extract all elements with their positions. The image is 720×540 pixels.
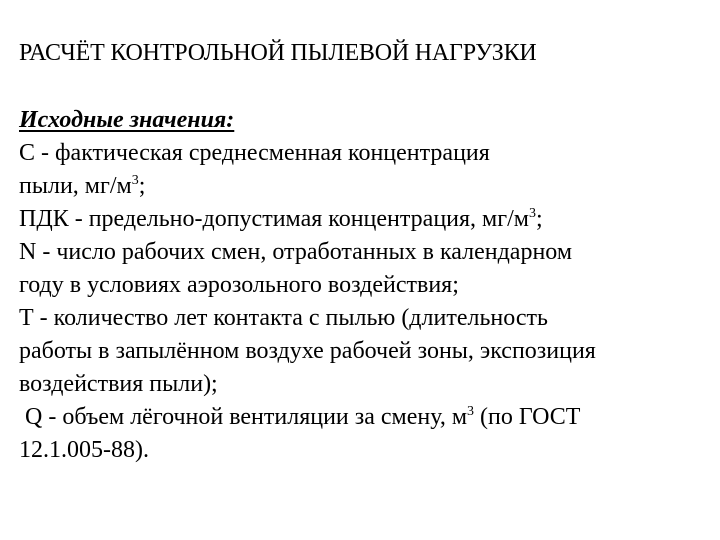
heading-initial-values: Исходные значения:: [19, 107, 235, 133]
definition-q-line-1: [19, 401, 709, 434]
definition-q-suffix: (по ГОСТ: [474, 404, 581, 430]
definition-c-text-2: пыли, мг/м: [19, 173, 132, 199]
definition-pdk-text: ПДК - предельно-допустимая концентрация, мг/м: [19, 206, 529, 232]
definition-t-line-3: [19, 368, 709, 401]
definition-pdk-suffix: ;: [535, 206, 543, 232]
definition-c-suffix: ;: [138, 173, 146, 199]
definition-c-line-2: [19, 170, 709, 203]
slide-title: РАСЧЁТ КОНТРОЛЬНОЙ ПЫЛЕВОЙ НАГРУЗКИ: [19, 40, 537, 66]
definition-c-text-1: С - фактическая среднесменная концентрация: [19, 140, 490, 166]
definition-t-text-3: воздействия пыли);: [19, 371, 218, 397]
definition-n-text-1: N - число рабочих смен, отработанных в календарном: [19, 239, 573, 265]
definition-t-text-1: Т - количество лет контакта с пылью (длительность: [19, 305, 548, 331]
definition-t-line-1: [19, 302, 709, 335]
slide-body: [19, 104, 709, 467]
unit-superscript: 3: [467, 404, 475, 419]
definition-q-text-2: 12.1.005-88).: [19, 437, 149, 463]
definition-n-line-1: [19, 236, 709, 269]
definition-pdk-line: [19, 203, 709, 236]
definition-n-line-2: [19, 269, 709, 302]
definition-q-text-1: Q - объем лёгочной вентиляции за смену, м: [19, 404, 468, 430]
unit-superscript: 3: [528, 206, 536, 221]
definition-n-text-2: году в условиях аэрозольного воздействия;: [19, 272, 459, 298]
definition-t-line-2: [19, 335, 709, 368]
definition-q-line-2: [19, 434, 709, 467]
definition-c-line-1: [19, 137, 709, 170]
unit-superscript: 3: [131, 173, 139, 188]
definition-t-text-2: работы в запылённом воздухе рабочей зоны, экспозиция: [19, 338, 596, 364]
